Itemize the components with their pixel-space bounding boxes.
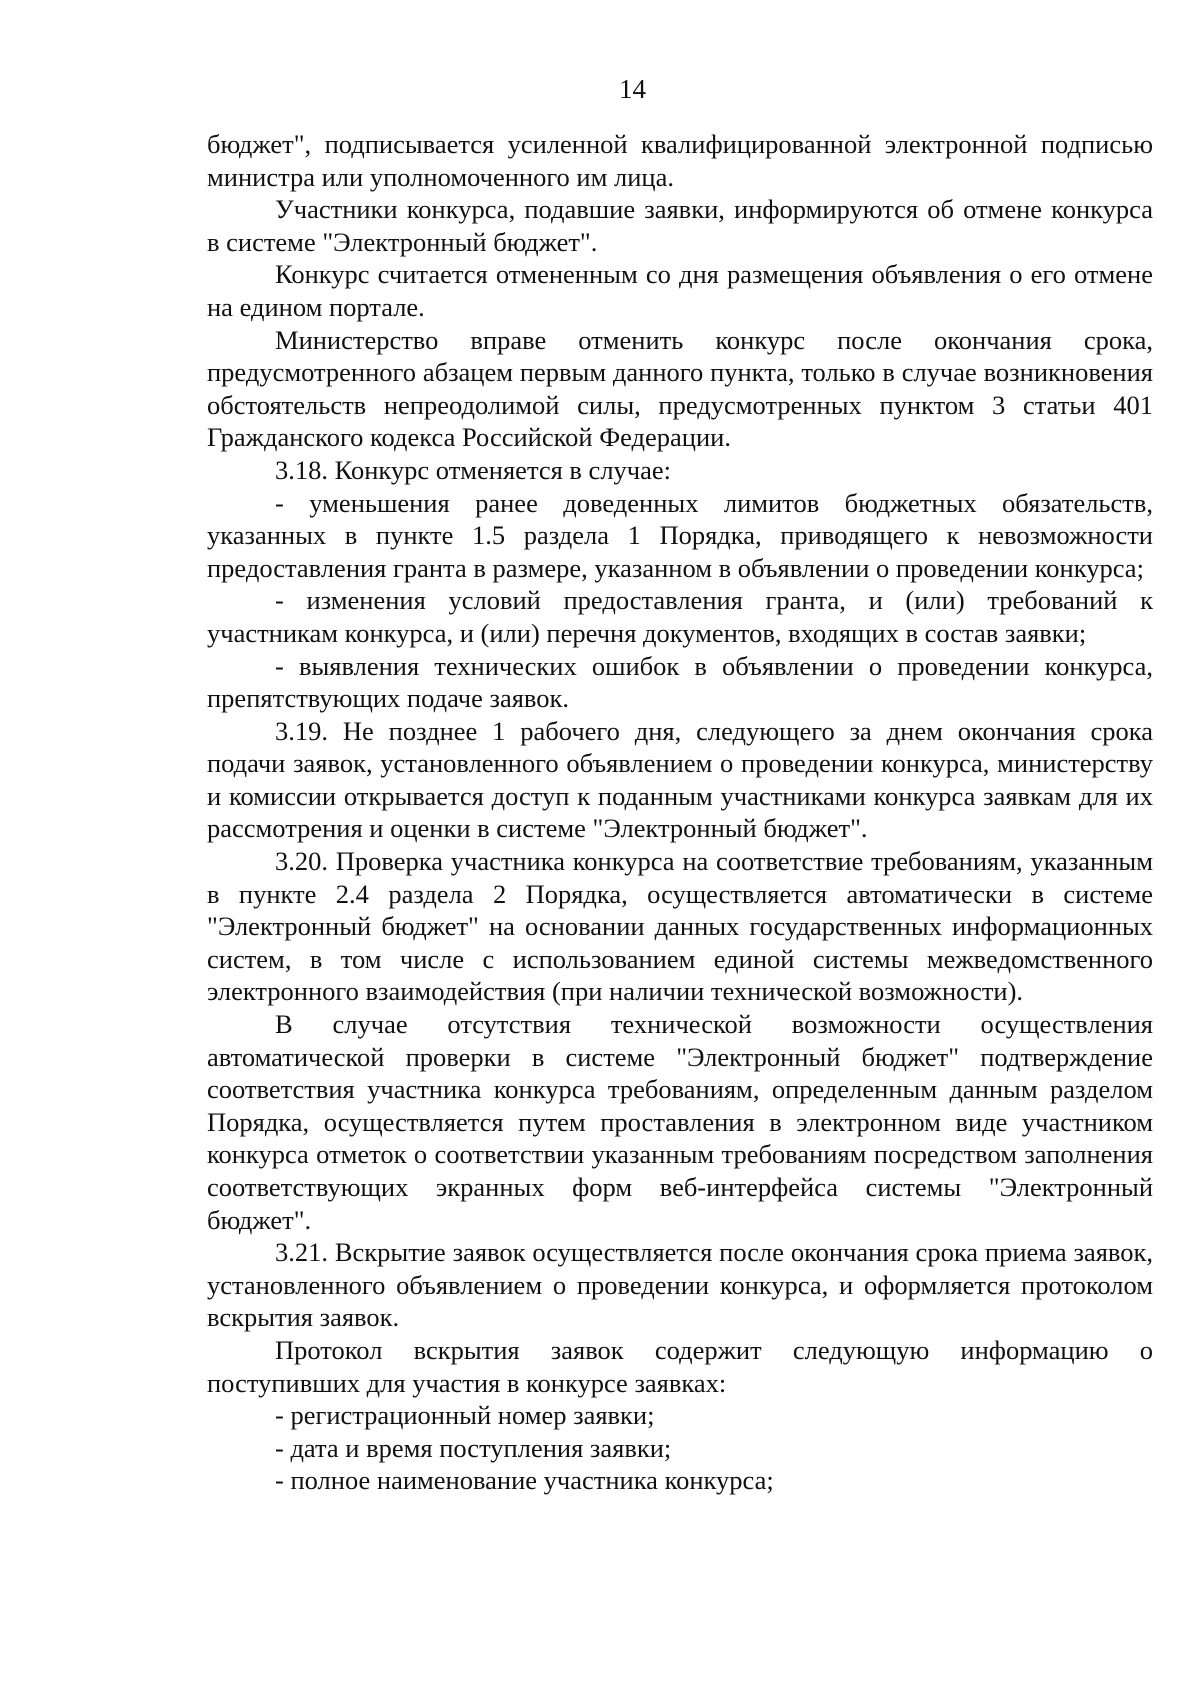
paragraph: бюджет", подписывается усиленной квалифицированной электронной подписью министра или уполномоченного им лица.	[207, 129, 1153, 192]
paragraph: Министерство вправе отменить конкурс после окончания срока, предусмотренного абзацем первым данного пункта, только в случае возникновения обстоятельств непреодолимой силы, предусмотренных пунктом 3 статьи 401 Гражданского кодекса Российской Федерации.	[207, 324, 1153, 453]
paragraph: - выявления технических ошибок в объявлении о проведении конкурса, препятствующих подаче заявок.	[207, 650, 1153, 714]
paragraph: Протокол вскрытия заявок содержит следующую информацию о поступивших для участия в конкурсе заявках:	[207, 1334, 1153, 1398]
paragraph: 3.21. Вскрытие заявок осуществляется после окончания срока приема заявок, установленного объявлением о проведении конкурса, и оформляется протоколом вскрытия заявок.	[207, 1237, 1153, 1333]
paragraph: В случае отсутствия технической возможности осуществления автоматической проверки в системе "Электронный бюджет" подтверждение соответствия участника конкурса требованиям, определенным данным разделом Порядка, осуществляется путем проставления в электронном виде участником конкурса отметок о соответствии указанным требованиям посредством заполнения соответствующих экранных форм веб-интерфейса системы "Электронный бюджет".	[207, 1009, 1153, 1235]
paragraph: - дата и время поступления заявки;	[275, 1432, 672, 1463]
paragraph: 3.20. Проверка участника конкурса на соответствие требованиям, указанным в пункте 2.4 раздела 2 Порядка, осуществляется автоматически в системе "Электронный бюджет" на основании данных государственных информационных систем, в том числе с использованием единой системы межведомственного электронного взаимодействия (при наличии технической возможности).	[207, 846, 1153, 1007]
paragraph: Конкурс считается отмененным со дня размещения объявления о его отмене на едином портале.	[207, 259, 1153, 322]
paragraph: 3.19. Не позднее 1 рабочего дня, следующего за днем окончания срока подачи заявок, установленного объявлением о проведении конкурса, министерству и комиссии открывается доступ к поданным участниками конкурса заявкам для их рассмотрения и оценки в системе "Электронный бюджет".	[207, 715, 1153, 844]
paragraph: Участники конкурса, подавшие заявки, информируются об отмене конкурса в системе "Электронный бюджет".	[207, 194, 1153, 257]
paragraph: - уменьшения ранее доведенных лимитов бюджетных обязательств, указанных в пункте 1.5 раздела 1 Порядка, приводящего к невозможности предоставления гранта в размере, указанном в объявлении о проведении конкурса;	[207, 487, 1153, 583]
paragraph: - регистрационный номер заявки;	[275, 1400, 655, 1431]
paragraph: - изменения условий предоставления гранта, и (или) требований к участникам конкурса, и (или) перечня документов, входящих в состав заявки;	[207, 585, 1153, 648]
page-number: 14	[619, 74, 646, 104]
paragraph: - полное наименование участника конкурса;	[275, 1465, 774, 1496]
document-body	[207, 128, 1153, 1497]
paragraph: 3.18. Конкурс отменяется в случае:	[275, 454, 672, 485]
